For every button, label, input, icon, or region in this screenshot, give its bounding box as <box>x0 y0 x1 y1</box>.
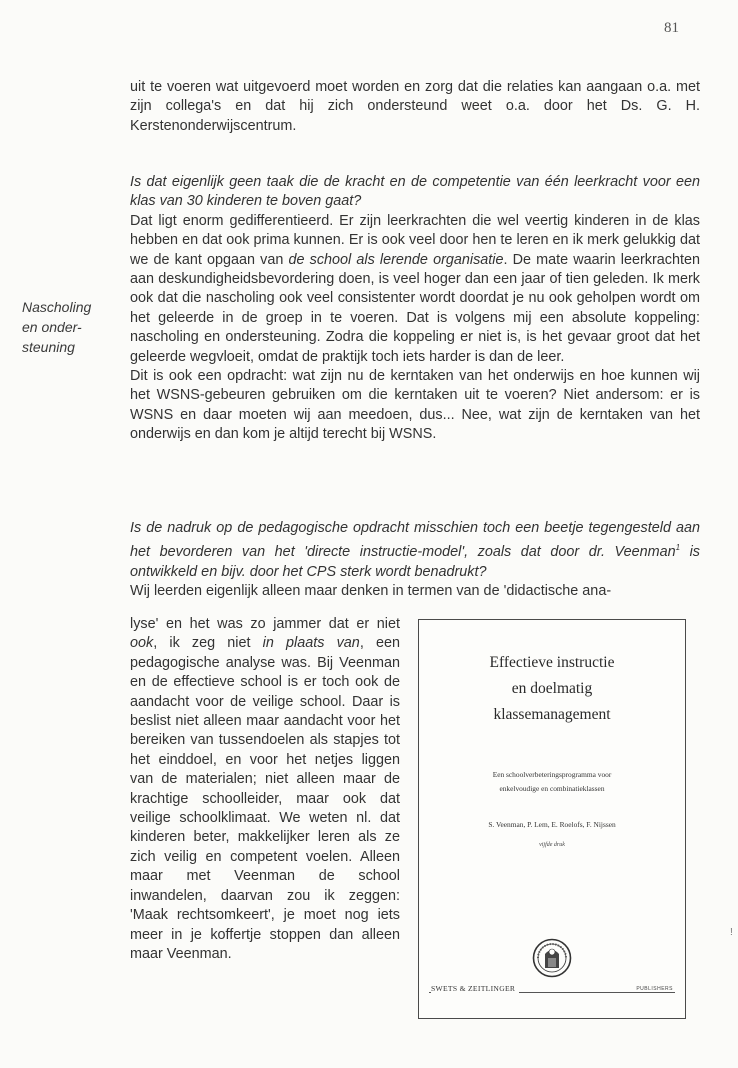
answer-3-emphasis-1: ook <box>130 635 154 652</box>
margin-note-line-3: steuning <box>22 339 75 355</box>
book-cover-publisher-tag: PUBLISHERS <box>632 986 673 992</box>
book-cover-title-line-2: en doelmatig <box>511 680 593 697</box>
answer-3-lead: Wij leerden eigenlijk alleen maar denken in termen van de 'didactische ana- <box>130 583 612 600</box>
book-cover-publisher: SWETS & ZEITLINGER <box>431 984 519 993</box>
question-2 <box>130 519 700 582</box>
book-cover-image <box>418 619 686 1019</box>
book-cover-edition: vijfde druk <box>539 842 565 848</box>
publisher-seal-icon <box>532 938 572 978</box>
answer-2 <box>130 367 700 445</box>
answer-2-text: Dit is ook een opdracht: wat zijn nu de kerntaken van het onderwijs en hoe kunnen wij het WSNS-gebeuren gebruiken om die kerntaken uit te voeren? Niet andersom: er is WSNS en daar moeten wij aan meedoen, dus... Nee, wat zijn de kerntaken van het onderwijs en dan kom je altijd terecht bij WSNS. <box>130 368 700 443</box>
page-number: 81 <box>664 20 679 36</box>
answer-1-emphasis: de school als lerende organisatie <box>288 251 504 268</box>
book-cover-title-line-1: Effectieve instructie <box>489 654 615 671</box>
answer-1-text-b: . De mate waarin leerkrachten aan deskundigheidsbevordering doen, is veel hoger dan een jaar of tien geleden. Ik merk ook dat die nascholing ook veel consistenter wordt doordat je nu ook geholpen wordt om het geleerde in de groep in te voeren. Dat is volgens mij een absolute koppeling: nascholing en ondersteuning. Zodra die koppeling er niet is, is het gevaar groot dat het geleerde wegvloeit, omdat de praktijk toch iets harder is dan de leer. <box>130 251 700 365</box>
book-cover-title-line-3: klassemanagement <box>493 706 611 723</box>
book-cover-authors: S. Veenman, P. Lem, E. Roelofs, F. Nijssen <box>488 820 616 829</box>
question-2-text-a: Is de nadruk op de pedagogische opdracht misschien toch een beetje tegengesteld aan het bevorderen van het 'directe instructie-model', zoals dat door dr. Veenman <box>130 520 700 561</box>
answer-1-text-a: Dat ligt enorm gedifferentieerd. Er zijn leerkrachten die wel veertig kinderen in de klas hebben en dat ook prima kunnen. Er is ook veel door hen te leren en ik merk gelukkig dat we de kant opgaan van <box>130 212 700 268</box>
question-2-text-b: is ontwikkeld en bijv. door het CPS sterk wordt benadrukt? <box>130 544 700 580</box>
footnote-marker: 1 <box>675 543 681 553</box>
paragraph-intro <box>130 78 700 136</box>
stray-mark: ! <box>730 927 733 938</box>
answer-1 <box>130 212 700 367</box>
interview-section-1 <box>130 173 700 445</box>
margin-note-line-2: en onder- <box>22 319 82 335</box>
book-cover-subtitle-line-1: Een schoolverbeteringsprogramma voor <box>492 770 612 779</box>
question-1-text: Is dat eigenlijk geen taak die de kracht en de competentie van één leerkracht voor een klas van 30 kinderen te boven gaat? <box>130 174 700 210</box>
answer-3-text-b: , ik zeg niet <box>153 635 263 652</box>
answer-3-text-a: lyse' en het was zo jammer dat er niet <box>130 616 400 632</box>
book-cover-subtitle-line-2: enkelvoudige en combinatieklassen <box>499 784 605 793</box>
answer-3-wrapped-text <box>130 615 400 964</box>
interview-section-2 <box>130 519 700 601</box>
answer-3-text-c: , een pedagogische analyse was. Bij Veenman en de effectieve school is er toch ook de aandacht voor de veilige school. Daar is beslist niet alleen maar aandacht voor het bereiken van tussendoelen als stapjes tot het einddoel, en voor het netjes liggen van de materialen; niet alleen maar de krachtige schoolleider, maar ook dat veilige schoolklimaat. We weten nl. dat kinderen beter, makkelijker leren als ze zich veilig en competent voelen. Alleen maar met Veenman de school inwandelen, daarvan zou ik zeggen: 'Maak rechtsomkeert', je moet nog iets meer in je koffertje stoppen dan alleen maar Veenman. <box>130 635 400 962</box>
paragraph-intro-text: uit te voeren wat uitgevoerd moet worden en zorg dat die relaties kan aangaan o.a. met zijn collega's en dat hij zich ondersteund weet o.a. door het Ds. G. H. Kerstenonderwijscentrum. <box>130 79 700 134</box>
margin-note <box>22 297 122 357</box>
book-cover-title <box>419 650 685 728</box>
answer-3-emphasis-2: in plaats van <box>262 635 360 652</box>
book-cover-subtitle <box>419 768 685 796</box>
margin-note-line-1: Nascholing <box>22 299 92 315</box>
question-1 <box>130 173 700 212</box>
